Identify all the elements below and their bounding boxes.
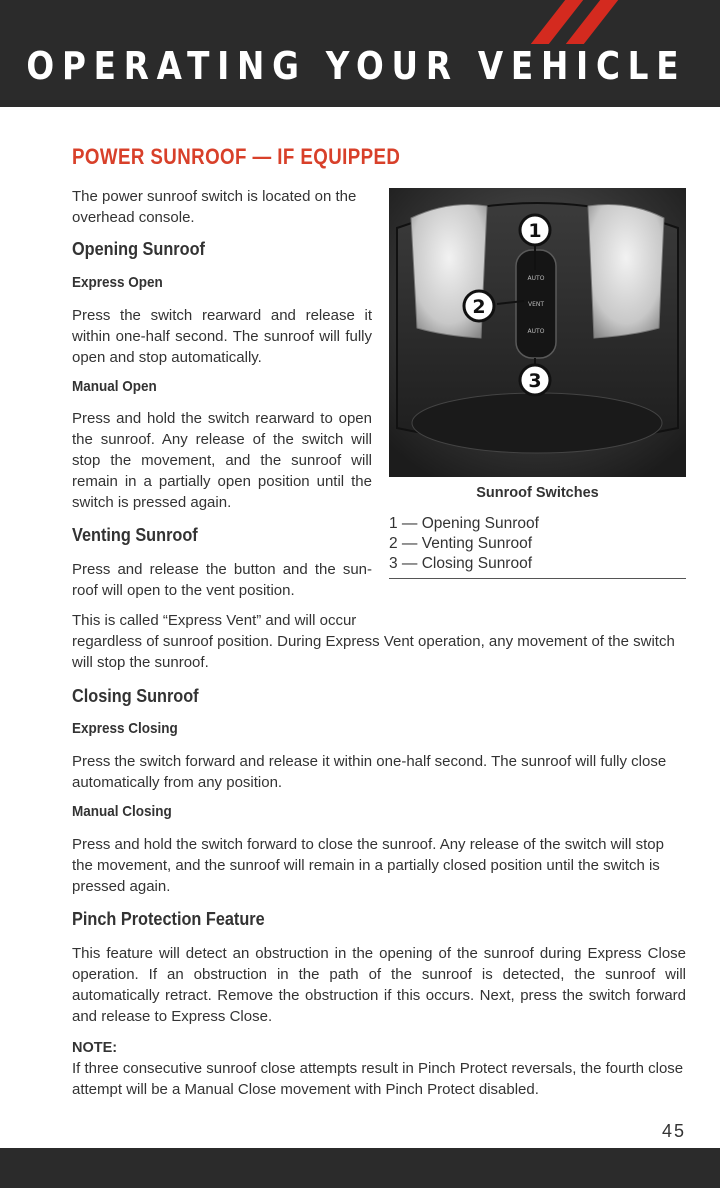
callout-3-label: 3 — [528, 370, 542, 392]
express-closing-text: Press the switch forward and release it within one-half second. The sunroof will fully close automatically from any position. — [72, 753, 667, 791]
note-text: If three consecutive sunroof close attempts result in Pinch Protect reversals, the fourth close attempt will be a Manual Close movement with Pinch Protect disabled. — [72, 1060, 684, 1098]
header-title: OPERATING YOUR VEHICLE — [26, 44, 686, 88]
opening-heading: Opening Sunroof — [72, 238, 205, 259]
express-open-heading: Express Open — [72, 274, 163, 291]
express-vent-text-line1: This is called “Express Vent” and will occur — [72, 612, 357, 629]
legend-item: 3 — Closing Sunroof — [389, 555, 533, 572]
note-label: NOTE: — [72, 1040, 118, 1056]
lower-console-recess — [412, 393, 662, 453]
page-header — [0, 0, 720, 107]
figure-legend — [389, 514, 686, 574]
intro-text: The power sunroof switch is located on the overhead console. — [72, 188, 357, 226]
figure-caption: Sunroof Switches — [476, 485, 599, 501]
page-number: 45 — [661, 1121, 686, 1141]
callout-1-label: 1 — [528, 220, 542, 242]
manual-open-heading: Manual Open — [72, 378, 157, 395]
section-title: POWER SUNROOF — IF EQUIPPED — [72, 144, 401, 169]
legend-item: 1 — Opening Sunroof — [389, 515, 539, 532]
switch-label-vent: VENT — [527, 301, 545, 308]
legend-divider — [389, 578, 686, 579]
venting-text: Press and release the button and the sun-roof will open to the vent position. — [72, 561, 372, 599]
switch-label-auto-top: AUTO — [527, 275, 545, 282]
manual-open-text: Press and hold the switch rearward to open the sunroof. Any release of the switch will stop the movement, and the sunroof will remain in a partially open position until the switch is pressed again. — [72, 410, 372, 511]
manual-closing-heading: Manual Closing — [72, 803, 172, 820]
express-closing-heading: Express Closing — [72, 720, 178, 737]
legend-item: 2 — Venting Sunroof — [389, 535, 533, 552]
closing-heading: Closing Sunroof — [72, 685, 199, 706]
express-vent-text-rest: regardless of sunroof position. During Express Vent operation, any movement of the switch will stop the sunroof. — [72, 633, 675, 671]
sunroof-switches-photo — [389, 188, 686, 477]
venting-heading: Venting Sunroof — [72, 524, 198, 545]
manual-closing-text: Press and hold the switch forward to close the sunroof. Any release of the switch will stop the movement, and the sunroof will remain in a partially closed position until the switch is pressed again. — [72, 836, 664, 895]
pinch-protection-text: This feature will detect an obstruction in the opening of the sunroof during Express Close operation. If an obstruction in the path of the sunroof is detected, the sunroof will automatically retract. Remove the obstruction if this occurs. Next, press the switch forward and release to Express Close. — [72, 945, 686, 1025]
pinch-protection-heading: Pinch Protection Feature — [72, 908, 265, 929]
page-footer-bar — [0, 1148, 720, 1188]
express-open-text: Press the switch rearward and release it within one-half second. The sunroof will fully open and stop automatically. — [72, 307, 372, 366]
switch-label-auto-bottom: AUTO — [527, 328, 545, 335]
right-dome-lamp — [588, 205, 664, 339]
callout-2-label: 2 — [472, 296, 486, 318]
